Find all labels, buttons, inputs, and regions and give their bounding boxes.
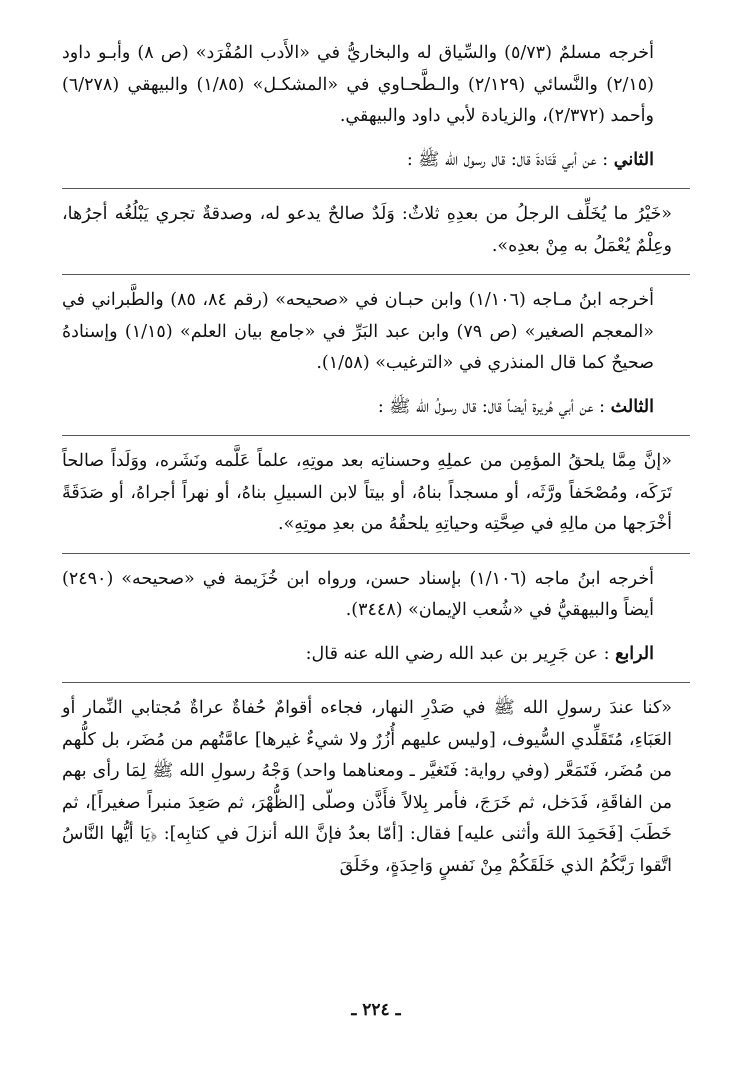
section-label: الرابع (615, 643, 654, 664)
divider (62, 435, 690, 436)
citation-paragraph-1: أخرجه مسلمٌ (٥/٧٣) والسِّياق له والبخاريُّ في «الأَدب المُفْرَد» (ص ٨) وأبـو داود (٢/١٥) والنَّسائي (٢/١٢٩) والـطَّحـاوي في «المشكـل» (١/٨٥) والبيهقي (٦/٢٧٨) وأحمد (٢/٣٧٢)، والزيادة لأبي داود والبيهقي. (62, 43, 654, 126)
divider (62, 188, 690, 189)
divider (62, 274, 690, 275)
section-label: الثاني (613, 149, 654, 170)
divider (62, 682, 690, 683)
section-label: الثالث (610, 396, 654, 417)
hadith-text-third: «إنَّ مِمَّا يلحقُ المؤمِن من عملِهِ وحسناتِه بعد موتِهِ، علماً عَلَّمه ونَشَره، ووَلَداً صالحاً تَرَكَه، ومُصْحَفاً ورَّثَه، أو مسجداً بناهُ، أو بيتاً لابن السبيلِ بناهُ، أو نهراً أجراهُ، أو صَدَقَةً أخْرَجها من مالِهِ في صِحَّتِه وحياتِهِ يلحقُهُ من بعدِ موتِهِ». (62, 451, 672, 534)
section-intro: : عن جَرِير بن عبد الله رضي الله عنه قال: (305, 643, 610, 664)
section-intro: : عن أبي قَتَادةَ قال: قال رسول الله ﷺ : (406, 149, 609, 170)
citation-paragraph-3: أخرجه ابنُ ماجه (١/١٠٦) بإسناد حسن، ورواه ابن خُزَيمة في «صحيحه» (٢٤٩٠) أيضاً والبيهقيُّ في «شُعب الإيمان» (٣٤٤٨). (62, 568, 655, 620)
hadith-heading-third (62, 392, 690, 424)
page-number: ـ ٢٢٤ ـ (351, 1000, 401, 1020)
divider (62, 553, 690, 554)
hadith-heading-fourth (62, 639, 690, 671)
hadith-heading-second (62, 145, 690, 177)
hadith-text-second: «خَيْرُ ما يُخَلِّف الرجلُ من بعدِهِ ثلاثٌ: وَلَدٌ صالحٌ يدعو له، وصدقةٌ تجري يَبْلُغُه أجرُها، وعِلْمٌ يُعْمَلُ به مِنْ بعدِه». (62, 204, 672, 256)
section-intro: : عن أبي هُريرة أيضاً قال: قال رسولُ الله ﷺ : (377, 396, 606, 417)
citation-paragraph-2: أخرجه ابنُ مـاجه (١/١٠٦) وابن حبـان في «صحيحه» (رقم ٨٤، ٨٥) والطَّبراني في «المعجم الصغير» (ص ٧٩) وابن عبد البَرِّ في «جامع بيان العلم» (١/١٥) وإسنادهُ صحيحٌ كما قال المنذري في «الترغيب» (١/٥٨). (62, 290, 655, 373)
hadith-text-fourth: «كنا عندَ رسولِ الله ﷺ في صَدْرِ النهار، فجاءه أقوامٌ حُفاةٌ عراةٌ مُجتابي النِّمار أو العَبَاءِ، مُتَقَلِّدي السُّيوف، [وليس عليهم أُزُرٌ ولا شيءٌ غيرها] عامَّتُهم من مُضَر، بل كلُّهم من مُضَر، فَتَمَعَّر (وفي رواية: فَتَغيَّر ـ ومعناهما واحد) وَجْهُ رسولِ الله ﷺ لِمَا رأى بهم من الفاقَةِ، فَدَخل، ثم خَرَجَ، فأمر بِلالاً فأَذَّن وصلّى [الظُّهْرَ، ثم صَعِدَ منبراً صغيراً]، ثم خَطَبَ [فَحَمِدَ اللهَ وأثنى عليه] فقال: [أمّا بعدُ فإنَّ الله أنزلَ في كتابِه]: ﴿يَا أيُّها النَّاسُ اتَّقوا رَبَّكُمُ الذي خَلَقَكُمْ مِنْ نَفسٍ وَاحِدَةٍ، وخَلَقَ (62, 698, 672, 876)
